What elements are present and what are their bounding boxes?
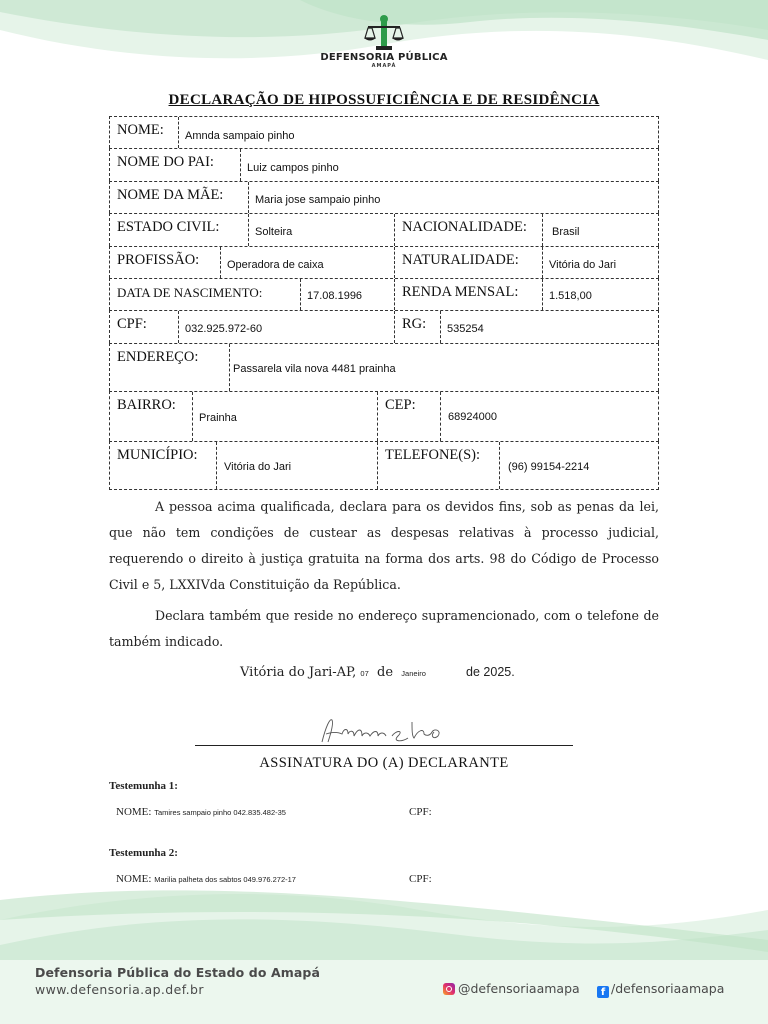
date-de: de <box>377 665 394 680</box>
rg-value: 535254 <box>447 323 484 335</box>
renda-value: 1.518,00 <box>549 290 592 302</box>
date-day: 07 <box>360 669 369 678</box>
cep-label: CEP: <box>385 397 416 413</box>
municipio-label: MUNICÍPIO: <box>117 447 198 463</box>
facebook-icon: f <box>597 986 609 998</box>
form-row-pai <box>109 148 659 181</box>
mae-value: Maria jose sampaio pinho <box>255 194 381 206</box>
witness-1-nome-value: Tamires sampaio pinho 042.835.482-35 <box>154 808 286 817</box>
form-row-bairro <box>109 391 659 441</box>
witness-2-name <box>116 873 296 885</box>
form-row-endereco <box>109 343 659 391</box>
footer-facebook <box>597 981 724 998</box>
residence-paragraph: Declara também que reside no endereço supramencionado, com o telefone de também indicado. <box>109 608 659 649</box>
form-row-nascimento <box>109 278 659 310</box>
handwritten-signature <box>318 716 448 746</box>
naturalidade-label: NATURALIDADE: <box>402 252 519 268</box>
form-row-profissao <box>109 246 659 278</box>
footer-org-name: Defensoria Pública do Estado do Amapá <box>35 965 320 980</box>
nacionalidade-label: NACIONALIDADE: <box>402 219 527 235</box>
endereco-value: Passarela vila nova 4481 prainha <box>233 363 396 375</box>
witness-1-cpf-label: CPF: <box>409 806 432 818</box>
estado-civil-label: ESTADO CIVIL: <box>117 219 220 235</box>
instagram-handle: @defensoriaamapa <box>458 981 580 996</box>
profissao-label: PROFISSÃO: <box>117 252 200 268</box>
municipio-value: Vitória do Jari <box>224 461 292 473</box>
pai-value: Luiz campos pinho <box>247 162 339 174</box>
nascimento-label: DATA DE NASCIMENTO: <box>117 285 263 300</box>
declaration-paragraph: A pessoa acima qualificada, declara para os devidos fins, sob as penas da lei, que não tem condições de custear as despesas relativas à processo judicial, requerendo o direito à justiça gratuita na forma dos arts. 98 do Código de Processo Civil e 5, LXXIVda Constituição da República. <box>109 499 659 592</box>
signature-caption: ASSINATURA DO (A) DECLARANTE <box>259 755 509 771</box>
profissao-value: Operadora de caixa <box>227 259 324 271</box>
org-logo <box>0 14 768 69</box>
footer-website: www.defensoria.ap.def.br <box>35 982 204 997</box>
endereco-label: ENDEREÇO: <box>117 349 199 365</box>
cpf-value: 032.925.972-60 <box>185 323 263 335</box>
bairro-value: Prainha <box>199 412 237 424</box>
telefone-value: (96) 99154-2214 <box>508 461 590 473</box>
footer-instagram <box>443 981 580 996</box>
nome-value: Amnda sampaio pinho <box>185 130 295 142</box>
witness-1-nome-label: NOME: <box>116 806 152 818</box>
signature-line <box>195 745 573 746</box>
date-month: Janeiro <box>401 669 426 678</box>
form-row-nome <box>109 116 659 148</box>
date-line <box>240 665 515 680</box>
footer-wave-background <box>0 880 768 1024</box>
nascimento-value: 17.08.1996 <box>307 290 363 302</box>
footer-org-info <box>35 965 320 997</box>
witness-2-cpf-label: CPF: <box>409 873 432 885</box>
pai-label: NOME DO PAI: <box>117 154 214 170</box>
mae-label: NOME DA MÃE: <box>117 187 224 203</box>
instagram-icon <box>443 983 455 995</box>
org-name: DEFENSORIA PÚBLICA <box>320 52 448 63</box>
naturalidade-value: Vitória do Jari <box>549 259 617 271</box>
nacionalidade-value: Brasil <box>552 226 580 238</box>
witness-2-nome-label: NOME: <box>116 873 152 885</box>
cpf-label: CPF: <box>117 316 147 332</box>
scales-of-justice-icon <box>364 14 404 52</box>
date-place: Vitória do Jari-AP, <box>240 665 357 680</box>
org-subtitle: AMAPÁ <box>371 63 397 69</box>
facebook-handle: /defensoriaamapa <box>611 981 725 996</box>
witness-1-name <box>116 806 286 818</box>
date-year: de 2025. <box>466 665 515 679</box>
document-title: DECLARAÇÃO DE HIPOSSUFICIÊNCIA E DE RESIDÊNCIA <box>168 92 600 108</box>
telefone-label: TELEFONE(S): <box>385 447 481 463</box>
estado-civil-value: Solteira <box>255 226 293 238</box>
form-row-municipio <box>109 441 659 490</box>
form-row-estado-civil <box>109 213 659 246</box>
witness-1-heading: Testemunha 1: <box>109 780 178 792</box>
declarant-form <box>109 116 659 490</box>
witness-2-heading: Testemunha 2: <box>109 847 178 859</box>
bairro-label: BAIRRO: <box>117 397 176 413</box>
form-row-mae <box>109 181 659 213</box>
nome-label: NOME: <box>117 122 164 138</box>
form-row-cpf <box>109 310 659 343</box>
witness-2-nome-value: Marilia palheta dos sabtos 049.976.272-17 <box>154 875 296 884</box>
rg-label: RG: <box>402 316 427 332</box>
cep-value: 68924000 <box>448 411 497 423</box>
renda-label: RENDA MENSAL: <box>402 284 519 300</box>
